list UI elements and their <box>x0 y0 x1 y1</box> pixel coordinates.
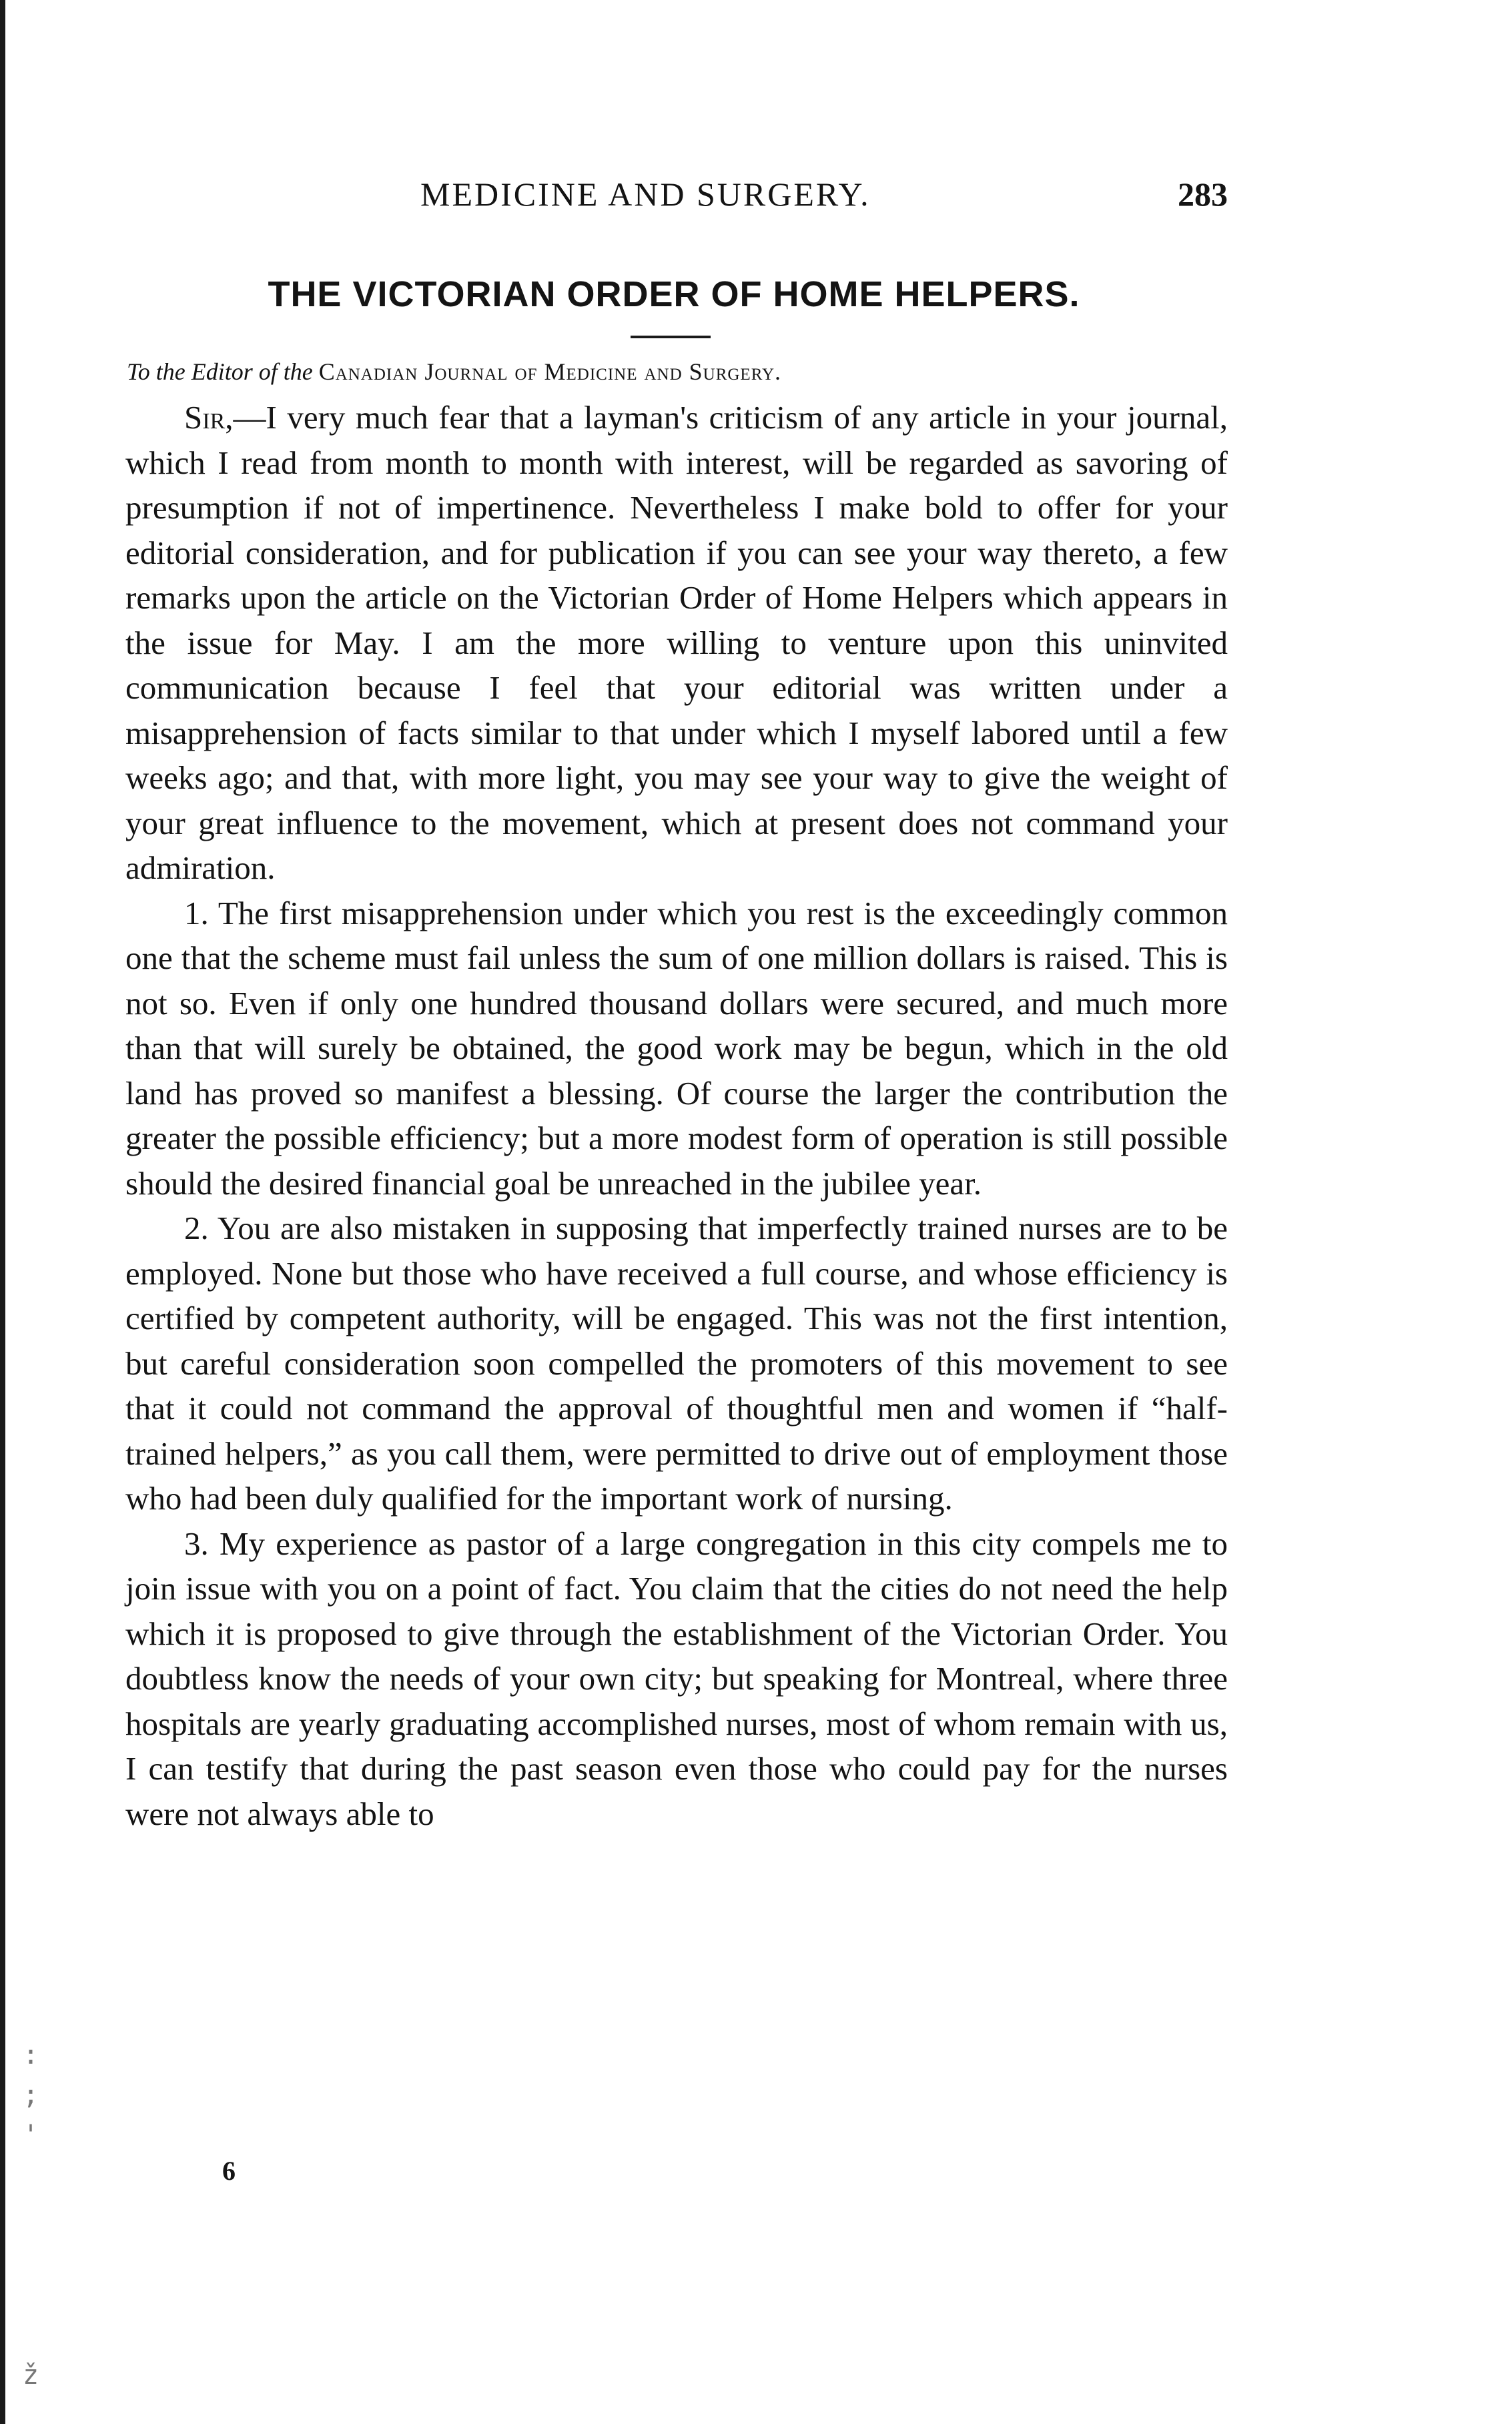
title-rule <box>631 336 711 338</box>
article-body <box>125 395 1228 1836</box>
paragraph-4: 3. My experience as pastor of a large congregation in this city compels me to join issue with you on a point of fact. You claim that the cities do not need the help which it is proposed to give through the establishment of the Victorian Order. You doubtless know the needs of your own city; but speaking for Montreal, where three hospitals are yearly graduating accomplished nurses, most of whom remain with us, I can testify that during the past season even those who could pay for the nurses were not always able to <box>125 1525 1228 1832</box>
running-head-title: MEDICINE AND SURGERY. <box>420 175 871 213</box>
page-edge <box>0 0 5 2424</box>
paragraph-3: 2. You are also mistaken in supposing that imperfectly trained nurses are to be employed. None but those who have received a full course, and whose efficiency is certified by competent authority, will be engaged. This was not the first intention, but careful consideration soon compelled the promoters of this movement to see that it could not command the approval of thoughtful men and women if “half-trained helpers,” as you call them, were permitted to drive out of employment those who had been duly qualified for the important work of nursing. <box>125 1210 1228 1517</box>
margin-marks: : ; ' ž <box>23 2040 39 2391</box>
paragraph-1 <box>125 395 1228 891</box>
page-number: 283 <box>1178 175 1228 213</box>
salutation-to: To the Editor of the <box>127 358 313 385</box>
signature-mark: 6 <box>222 2156 236 2186</box>
article-title: THE VICTORIAN ORDER OF HOME HELPERS. <box>268 274 1080 314</box>
salutation-line <box>127 358 1228 386</box>
paragraph-2: 1. The first misapprehension under which you rest is the exceedingly common one that the scheme must fail unless the sum of one million dollars is raised. This is not so. Even if only one hundred thousand dollars were secured, and much more than that will surely be obtained, the good work may be begun, which in the old land has proved so manifest a blessing. Of course the larger the contribution the greater the possible efficiency; but a more modest form of operation is still possible should the desired financial goal be unreached in the jubilee year. <box>125 894 1228 1202</box>
journal-name: Canadian Journal of Medicine and Surgery. <box>318 358 782 385</box>
sir-salutation: Sir, <box>184 399 234 436</box>
paragraph-1-text: —I very much fear that a layman's criticism of any article in your journal, which I read from month to month with interest, will be regarded as savoring of presumption if not of impertinence. Nevertheless I make bold to offer for your editorial consideration, and for publication if you can see your way thereto, a few remarks upon the article on the Victorian Order of Home Helpers which appears in the issue for May. I am the more willing to venture upon this uninvited communication because I feel that your editorial was written under a misapprehension of facts similar to that under which I myself labored until a few weeks ago; and that, with more light, you may see your way to give the weight of your great influence to the movement, which at present does not command your admiration. <box>125 399 1228 886</box>
running-head <box>120 175 1228 222</box>
